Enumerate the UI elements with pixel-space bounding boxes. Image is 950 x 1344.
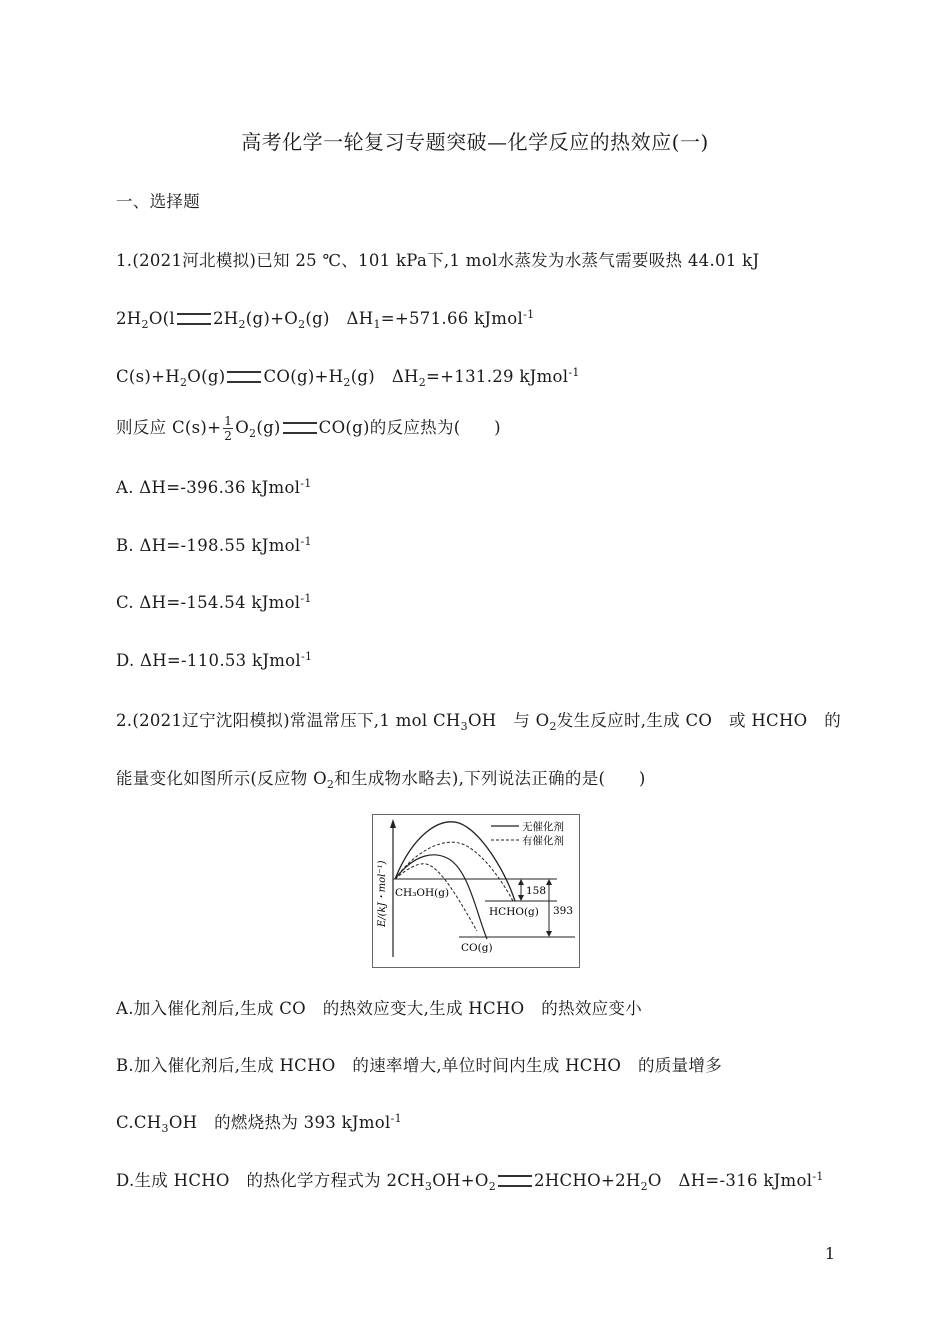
- product-hcho-label: HCHO(g): [489, 906, 539, 918]
- q1-equation-1: $2H_2O(l$ $2H_2(g)+O_2(g)$ $\Delta H_1=+571.66$ kJmol$^{-1}$: [116, 308, 535, 331]
- legend-no-catalyst: 无催化剂: [522, 821, 564, 833]
- delta-393-label: 393: [553, 905, 574, 917]
- q2-option-b: B.加入催化剂后,生成 HCHO 的速率增大,单位时间内生成 HCHO 的质量增多: [116, 1056, 723, 1075]
- product-co-label: CO(g): [461, 942, 493, 954]
- q1-question: 则反应 C(s)+ $\frac{1}{2}$ $O_2(g)$ CO(g)的反应热为( ): [116, 414, 501, 443]
- y-axis-label: E/(kJ・mol⁻¹): [377, 860, 388, 927]
- equals-sign-icon: [498, 1175, 532, 1187]
- reactant-label: CH₃OH(g): [395, 887, 450, 899]
- q2-option-c: $C.CH_3OH$ 的燃烧热为 393 kJmol$^{-1}$: [116, 1112, 402, 1135]
- fraction-half: $\frac{1}{2}$: [224, 414, 233, 443]
- q1-option-a: A. ΔH=-396.36 kJmol$^{-1}$: [116, 477, 312, 497]
- energy-diagram: [372, 814, 580, 968]
- q1-stem: 1.(2021河北模拟)已知 25 ℃、101 kPa下,1 mol水蒸发为水蒸气需要吸热 44.01 kJ: [116, 251, 760, 270]
- equals-sign-icon: [283, 422, 317, 434]
- equals-sign-icon: [177, 313, 211, 325]
- q2-stem-continued: 能量变化如图所示(反应物 $O_2$和生成物水略去),下列说法正确的是( ): [116, 769, 646, 791]
- q1-option-d: D. ΔH=-110.53 kJmol$^{-1}$: [116, 650, 313, 670]
- q2-stem: 2.(2021辽宁沈阳模拟)常温常压下,1 mol $CH_3OH$ 与 $O_2$发生反应时,生成 CO 或 HCHO 的: [116, 711, 842, 733]
- legend-catalyst: 有催化剂: [522, 835, 564, 847]
- q1-equation-2: $C(s)+H_2O(g)$ $CO(g)+H_2(g)$ $\Delta H_2=+131.29$ kJmol$^{-1}$: [116, 366, 580, 389]
- q2-option-d: D.生成 HCHO 的热化学方程式为 $2CH_3OH+O_2$ $2HCHO+2H_2O$ ΔH=-316 kJmol$^{-1}$: [116, 1170, 824, 1193]
- page-number: 1: [824, 1244, 835, 1263]
- q1-option-c: C. ΔH=-154.54 kJmol$^{-1}$: [116, 592, 312, 612]
- page-title: 高考化学一轮复习专题突破—化学反应的热效应(一): [241, 130, 709, 154]
- equals-sign-icon: [227, 371, 261, 383]
- q1-option-b: B. ΔH=-198.55 kJmol$^{-1}$: [116, 535, 312, 555]
- delta-158-label: 158: [526, 885, 547, 897]
- q2-option-a: A.加入催化剂后,生成 CO 的热效应变大,生成 HCHO 的热效应变小: [116, 999, 643, 1018]
- section-heading: 一、选择题: [116, 192, 200, 211]
